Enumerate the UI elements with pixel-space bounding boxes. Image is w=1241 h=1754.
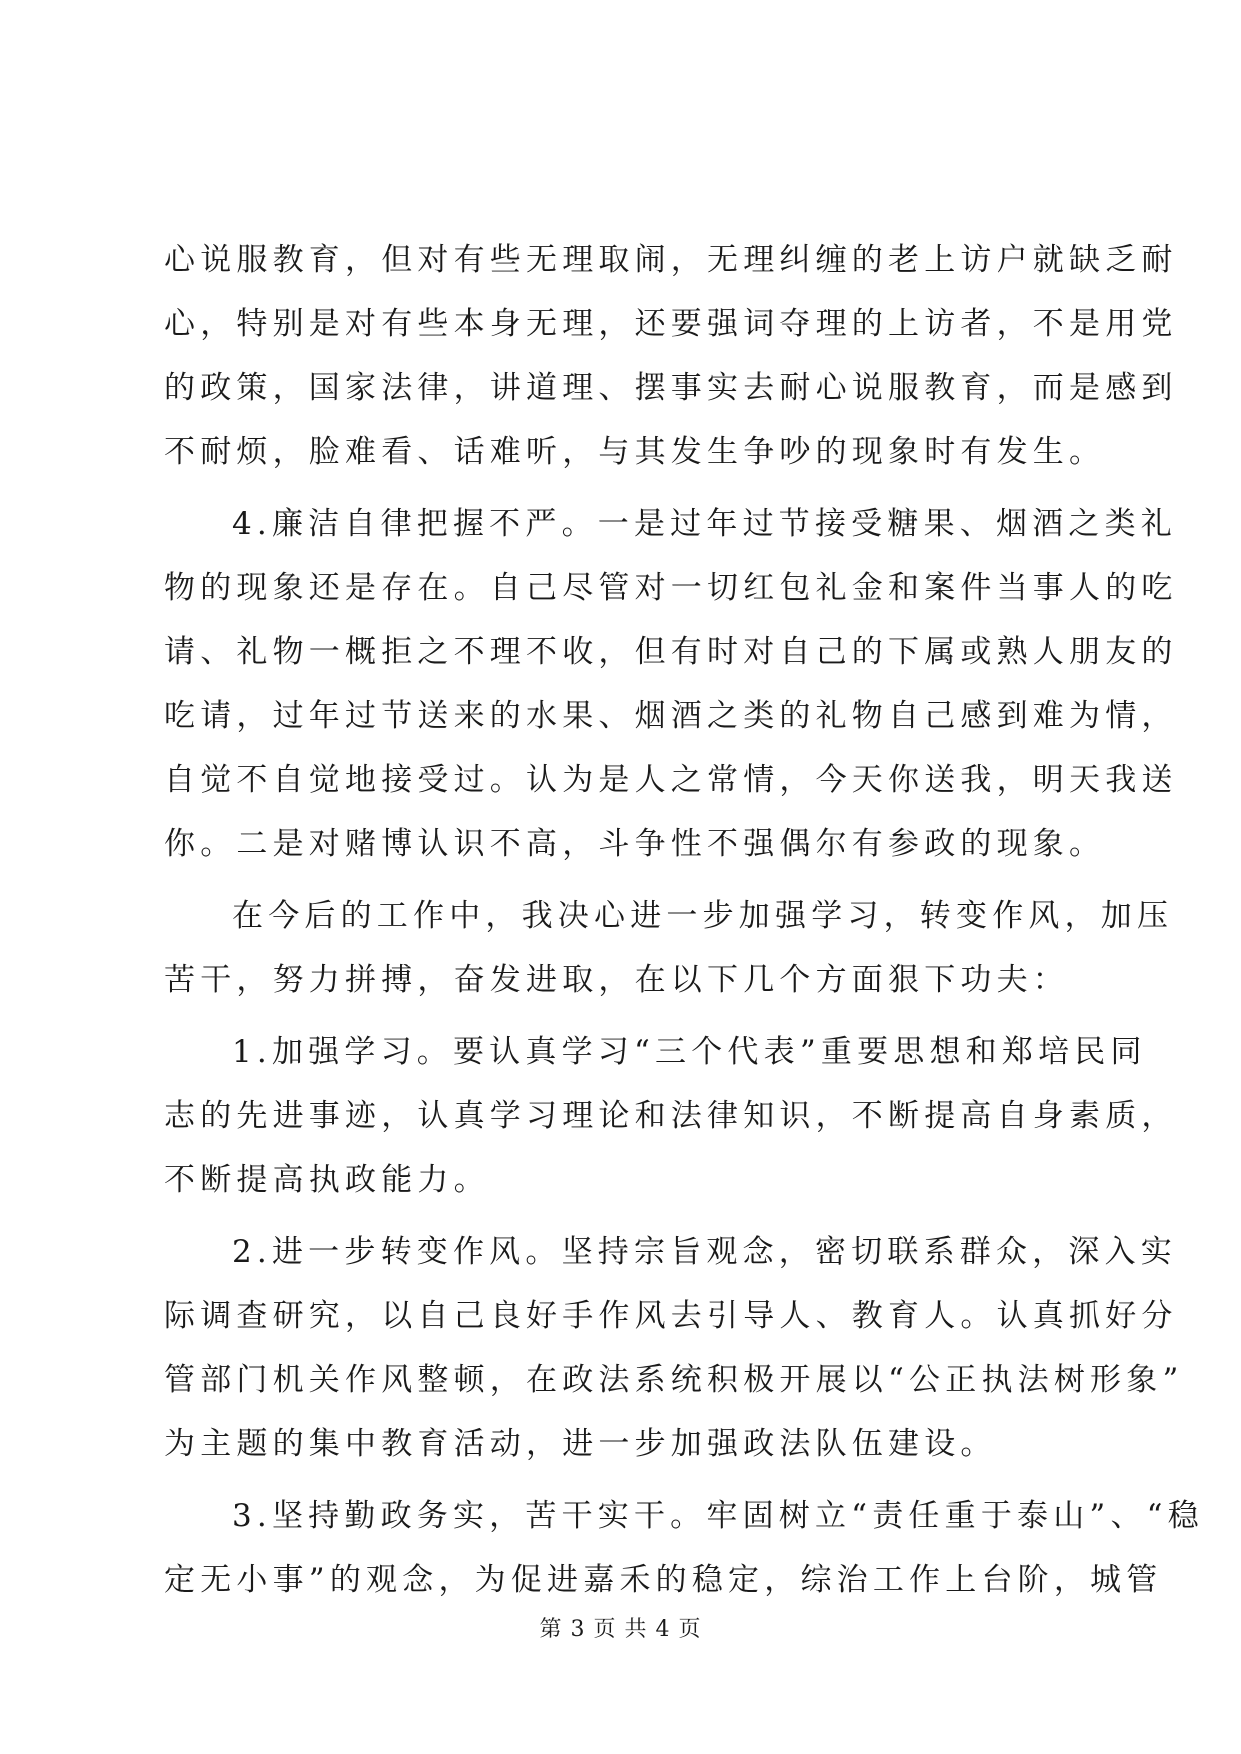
paragraph-line: 2.进一步转变作风。坚持宗旨观念，密切联系群众，深入实 — [232, 1234, 1177, 1270]
paragraph-line: 在今后的工作中，我决心进一步加强学习，转变作风，加压 — [232, 898, 1174, 934]
paragraph-line: 的政策，国家法律，讲道理、摆事实去耐心说服教育，而是感到 — [164, 370, 1178, 406]
paragraph-line: 物的现象还是存在。自己尽管对一切红包礼金和案件当事人的吃 — [164, 570, 1178, 606]
paragraph-line: 1.加强学习。要认真学习“三个代表”重要思想和郑培民同 — [232, 1034, 1147, 1070]
paragraph-line: 你。二是对赌博认识不高，斗争性不强偶尔有参政的现象。 — [164, 826, 1106, 862]
paragraph-line: 苦干，努力拼搏，奋发进取，在以下几个方面狠下功夫： — [164, 962, 1069, 998]
paragraph-line: 自觉不自觉地接受过。认为是人之常情，今天你送我，明天我送 — [164, 762, 1178, 798]
paragraph-line: 不耐烦，脸难看、话难听，与其发生争吵的现象时有发生。 — [164, 434, 1106, 470]
paragraph-line: 3.坚持勤政务实，苦干实干。牢固树立“责任重于泰山”、“稳 — [232, 1498, 1204, 1534]
paragraph-line: 不断提高执政能力。 — [164, 1162, 490, 1198]
paragraph-line: 定无小事”的观念，为促进嘉禾的稳定，综治工作上台阶，城管 — [164, 1562, 1163, 1598]
paragraph-line: 4.廉洁自律把握不严。一是过年过节接受糖果、烟酒之类礼 — [232, 506, 1177, 542]
paragraph-line: 心说服教育，但对有些无理取闹，无理纠缠的老上访户就缺乏耐 — [164, 242, 1178, 278]
paragraph-line: 心，特别是对有些本身无理，还要强词夺理的上访者，不是用党 — [164, 306, 1178, 342]
paragraph-line: 管部门机关作风整顿，在政法系统积极开展以“公正执法树形象” — [164, 1362, 1184, 1398]
paragraph-line: 际调查研究，以自己良好手作风去引导人、教育人。认真抓好分 — [164, 1298, 1178, 1334]
page-number-label: 第 3 页 共 4 页 — [539, 1617, 702, 1642]
paragraph-line: 吃请，过年过节送来的水果、烟酒之类的礼物自己感到难为情， — [164, 698, 1178, 734]
document-body — [164, 228, 1204, 1612]
paragraph-line: 为主题的集中教育活动，进一步加强政法队伍建设。 — [164, 1426, 997, 1462]
paragraph-line: 请、礼物一概拒之不理不收，但有时对自己的下属或熟人朋友的 — [164, 634, 1178, 670]
page-footer — [0, 1612, 1241, 1643]
paragraph-line: 志的先进事迹，认真学习理论和法律知识，不断提高自身素质， — [164, 1098, 1178, 1134]
